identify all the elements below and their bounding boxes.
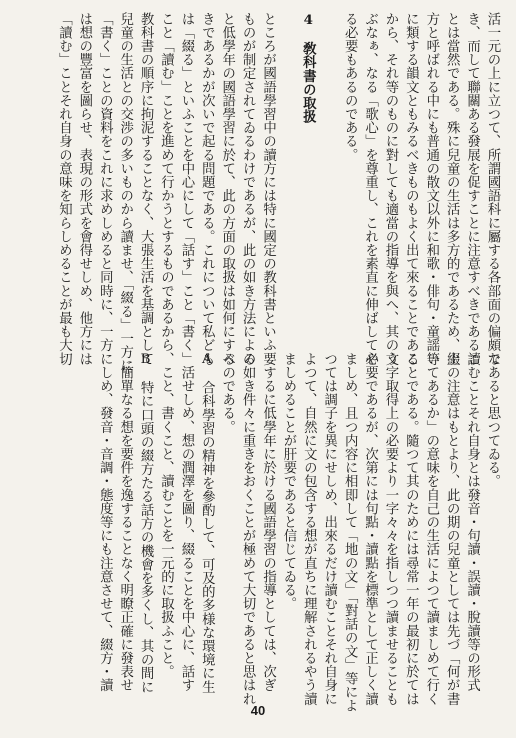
text-line: とは當然である。殊に兒童の生活は多方的であるため、綴 <box>444 12 460 366</box>
text-line: ましめることが肝要であると信じてゐる。 <box>280 352 296 611</box>
text-line: る必要もあるのである。 <box>342 12 358 162</box>
text-line <box>318 12 338 330</box>
text-line: A 合科學習の精神を參酌して、可及的多様な環境に生 <box>199 352 215 694</box>
text-line: 「讀む」ことそれ自身の意味を知らしめることが最も大切 <box>56 12 72 366</box>
text-line <box>278 12 298 330</box>
text-line: 必要であるが、次第には句點・讀點を標準として正しく讀 <box>362 352 378 706</box>
text-line: から、それ等のものに對しても適當の指導を與へ、其のう <box>382 12 398 366</box>
text-line: 教科書の順序に拘泥することなく、大張生活を基調として <box>138 12 154 366</box>
text-line: 讀むことそれ自身とは發音・句讀・誤讀・脫讀等の形式 <box>464 352 480 692</box>
upper-text-block <box>53 12 502 373</box>
text-line: こと「讀む」ことを進めて行かうとするものであるから、 <box>158 12 174 366</box>
text-line: は想の豐富を圖らせ、表現の形式を會得せしめ、他方には <box>76 12 92 366</box>
text-line: の如き件々に重きをおくことが極めて大切であると思はれ <box>240 352 256 706</box>
text-line: に類する韻文ともみるべきものもよく出て來ることである <box>403 12 419 366</box>
text-line: しめ、發音・音調・態度等にも注意させて、綴方・讀 <box>97 352 113 692</box>
text-line: 4 敎科書の取扱 <box>300 12 317 124</box>
text-line: は「綴る」といふことを中心にして「話す」こと「書く」 <box>178 12 194 366</box>
text-line: 兒童の生活との交渉の多いものから讀ませ、「綴る」一方に <box>117 12 133 373</box>
text-line: つては調子を異にせしめ、出來るだけ讀むことそれ自身に <box>321 352 337 706</box>
text-line: よつて、自然に文の包含する想が直ちに理解されるやう讀 <box>301 352 317 706</box>
text-line: 上の注意はもとより、此の期の兒童としては先づ「何が書 <box>444 352 460 706</box>
text-line: 活せしめ、想の潤澤を圖り、綴ることを中心に、話す <box>178 352 194 692</box>
text-line: ものが制定されてゐるわけであるが、此の如き方法による <box>240 12 256 366</box>
text-line: 活一元の上に立つて、所謂國語科に屬する各部面の偏頗な <box>485 12 500 366</box>
text-line: 要するに低學年に於ける國語學習の指導としては、次ぎ <box>260 352 276 692</box>
text-line: と低學年の國語學習に於て、此の方面の取扱は如何にすべ <box>219 12 235 366</box>
text-line: 「書く」ことの資料をこれに求めしめると同時に、一方に <box>97 12 113 366</box>
text-line: 文字取得上の必要より一字々々を指しつつ讀ませることも <box>382 352 398 706</box>
text-line: B 特に口頭の綴方たる話方の機會を多くし、其の間に <box>138 352 154 694</box>
text-line: ましめ、且つ内容に相即して「地の文」「對話の文」等によ <box>342 352 358 713</box>
page-number: 40 <box>250 703 266 718</box>
text-line: であると思つてゐる。 <box>485 352 500 488</box>
text-line: ところが國語學習中の讀方には特に國定の教科書といふ <box>260 12 276 352</box>
text-line: き、而して聯關ある發展を促すことに注意すべきであるこ <box>464 12 480 366</box>
text-line: きであるかが次いで起る問題である。これについて私ども <box>199 12 215 366</box>
text-line: こと、書くこと、讀むことを一元的に取扱ふこと。 <box>158 352 174 679</box>
text-line: いてあるか」の意味を自己の生活によつて讀ましめて行く <box>423 352 439 706</box>
text-line: ぶなぁ、なる「歌心」を尊重し、これを素直に伸ばしてや <box>362 12 378 366</box>
text-line: ことである。隨つて其のためには尋常一年の最初に於ては <box>403 352 419 706</box>
page-divider <box>12 341 504 342</box>
text-line: るのである。 <box>219 352 235 434</box>
text-line: 簡單なる想を要件を逸することなく明瞭正確に發表せ <box>117 352 133 692</box>
text-line: 方と呼ばれる中にも普通の散文以外に和歌・俳句・童謡等 <box>423 12 439 366</box>
